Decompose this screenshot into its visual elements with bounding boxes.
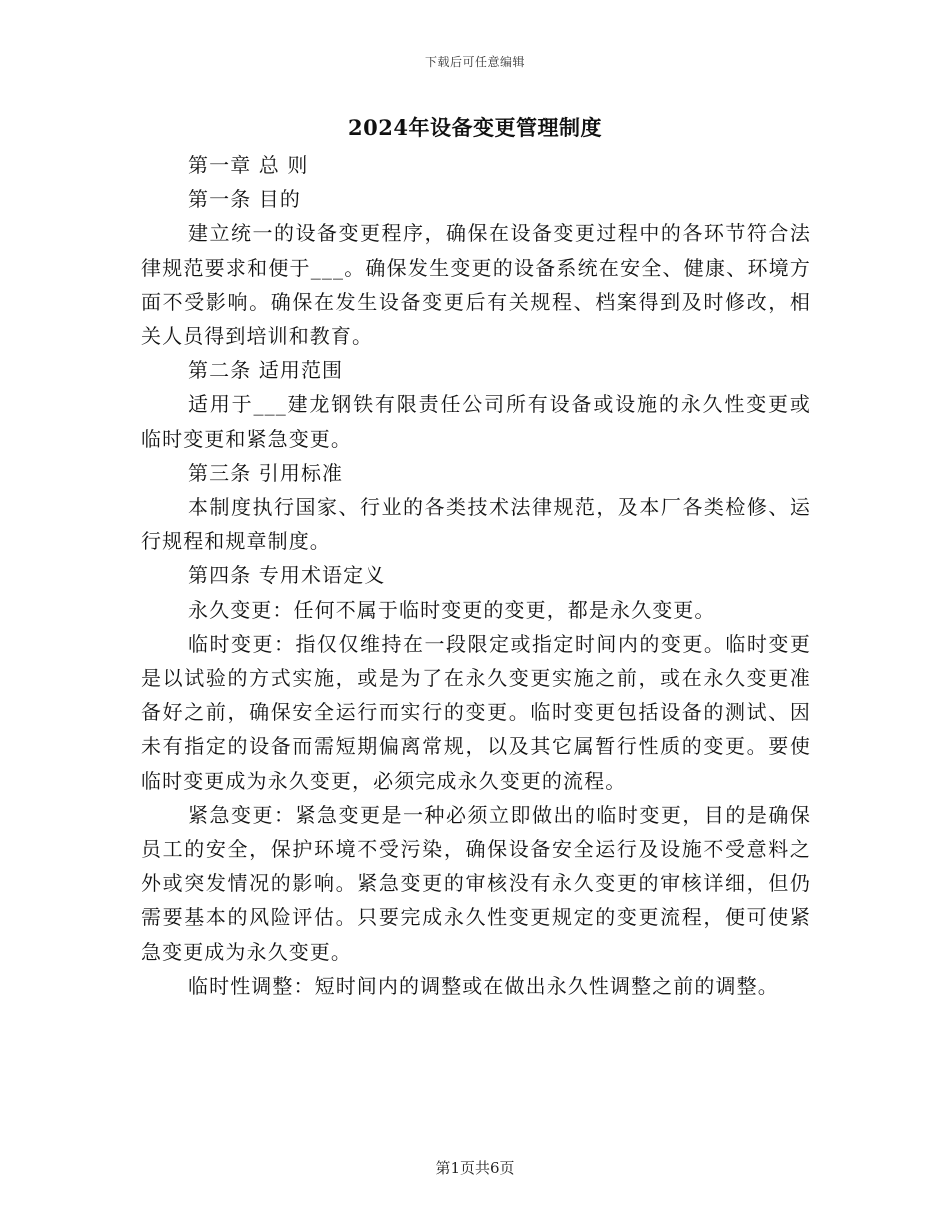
document-title: 2024年设备变更管理制度 bbox=[348, 115, 602, 140]
definition-temporary-change: 临时变更：指仅仅维持在一段限定或指定时间内的变更。临时变更是以试验的方式实施，或是为了在永久变更实施之前，或在永久变更准备好之前，确保安全运行而实行的变更。临时变更包括设备的测试、因未有指定的设备而需短期偏离常规，以及其它属暂行性质的变更。要使临时变更成为永久变更，必须完成永久变更的流程。 bbox=[141, 631, 811, 793]
document-body bbox=[141, 148, 811, 1003]
definition-emergency-change: 紧急变更：紧急变更是一种必须立即做出的临时变更，目的是确保员工的安全，保护环境不受污染，确保设备安全运行及设施不受意料之外或突发情况的影响。紧急变更的审核没有永久变更的审核详细，但仍需要基本的风险评估。只要完成永久性变更规定的变更流程，便可使紧急变更成为永久变更。 bbox=[141, 802, 811, 964]
article-3-text: 本制度执行国家、行业的各类技术法律规范，及本厂各类检修、运行规程和规章制度。 bbox=[141, 495, 811, 554]
header-note: 下载后可任意编辑 bbox=[424, 55, 525, 69]
article-2-heading: 第二条 适用范围 bbox=[188, 358, 344, 383]
article-3-heading: 第三条 引用标准 bbox=[188, 460, 344, 485]
article-4-heading: 第四条 专用术语定义 bbox=[188, 563, 386, 588]
definition-permanent-change: 永久变更：任何不属于临时变更的变更，都是永久变更。 bbox=[188, 597, 716, 622]
chapter-heading: 第一章 总 则 bbox=[188, 153, 309, 177]
article-1-text: 建立统一的设备变更程序，确保在设备变更过程中的各环节符合法律规范要求和便于___。确保发生变更的设备系统在安全、健康、环境方面不受影响。确保在发生设备变更后有关规程、档案得到及时修改，相关人员得到培训和教育。 bbox=[141, 221, 811, 349]
definition-temporary-adjustment: 临时性调整：短时间内的调整或在做出永久性调整之前的调整。 bbox=[188, 973, 779, 998]
article-1-heading: 第一条 目的 bbox=[188, 187, 301, 212]
article-2-text: 适用于___建龙钢铁有限责任公司所有设备或设施的永久性变更或临时变更和紧急变更。 bbox=[141, 392, 811, 451]
page-footer: 第1页共6页 bbox=[435, 1159, 515, 1177]
